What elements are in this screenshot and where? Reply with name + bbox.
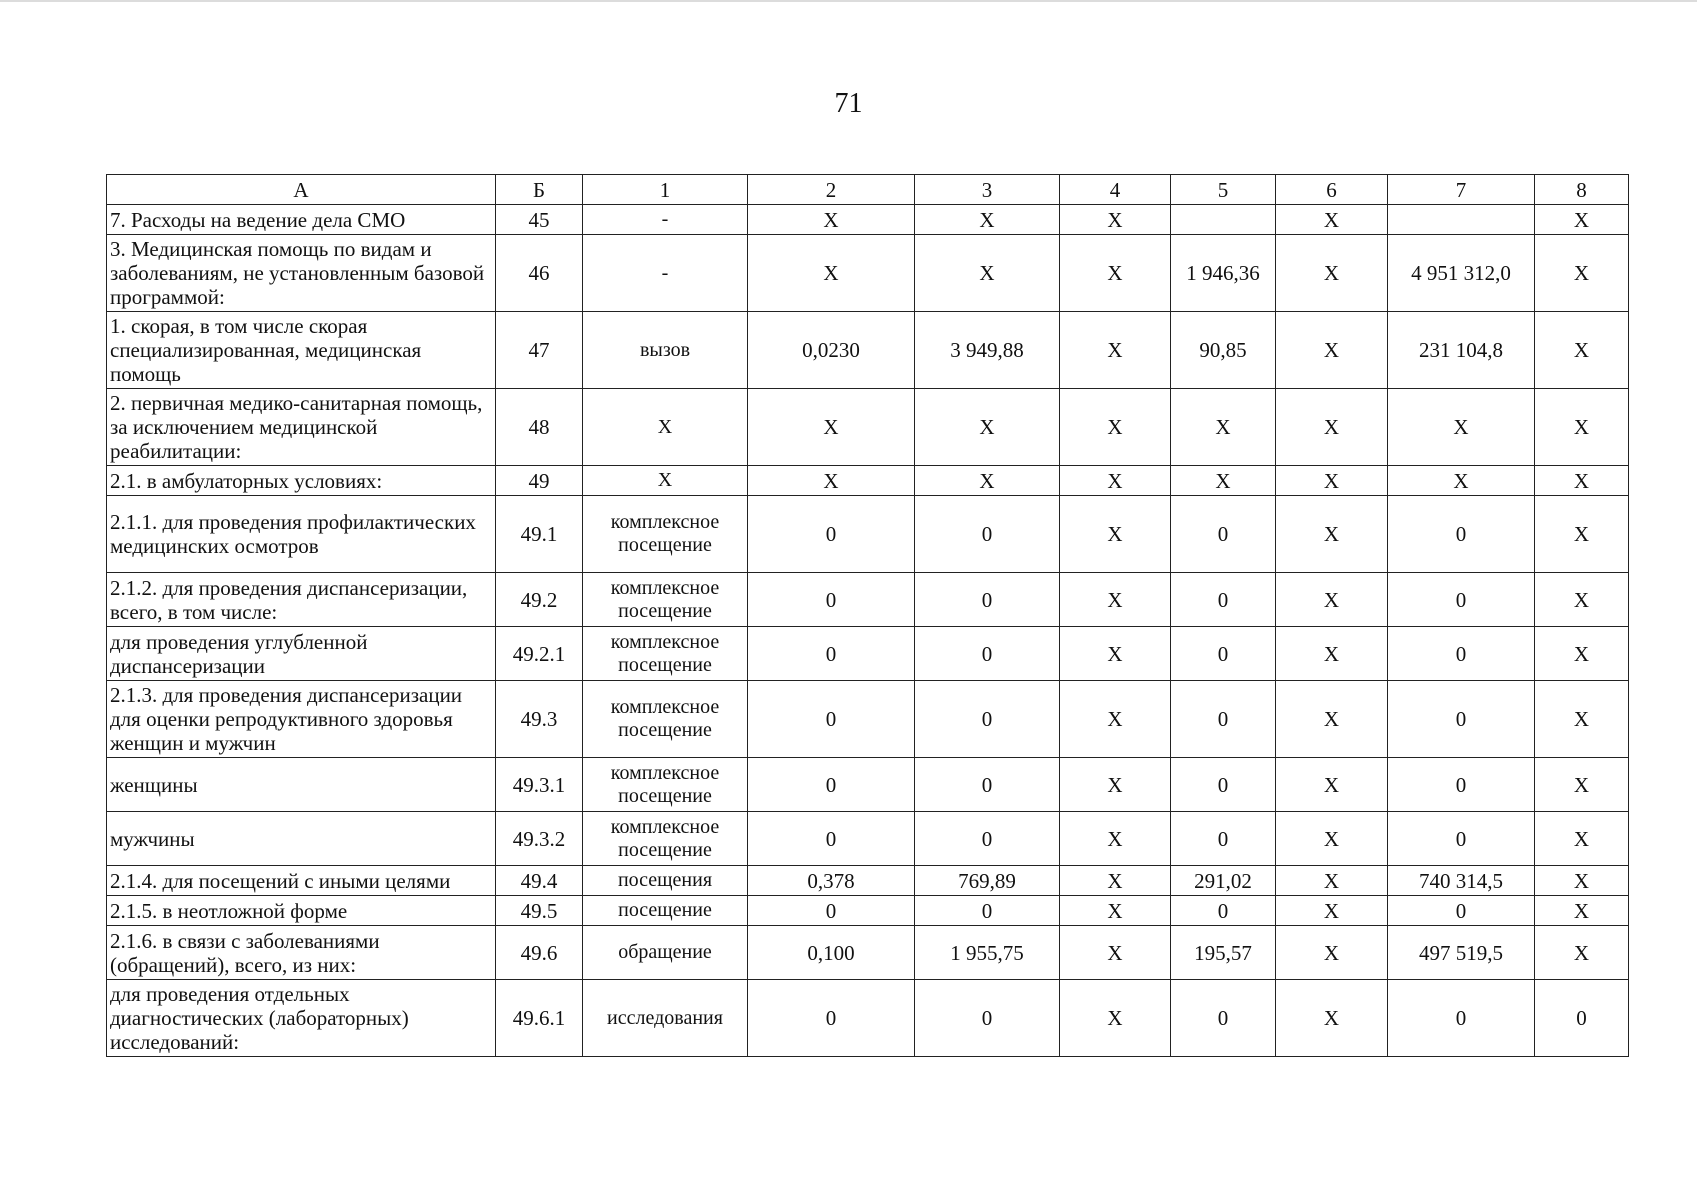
cell-c3: 0: [915, 758, 1060, 812]
table-row: [107, 205, 1629, 235]
cell-name: 2.1.6. в связи с заболеваниями (обращений), всего, из них:: [107, 926, 496, 980]
cell-c3: 0: [915, 573, 1060, 627]
cell-c2: 0: [748, 812, 915, 866]
cell-unit: вызов: [583, 312, 748, 389]
cell-c7: 0: [1388, 573, 1535, 627]
table-row: [107, 496, 1629, 573]
cell-c6: X: [1276, 312, 1388, 389]
cell-c7: X: [1388, 466, 1535, 496]
cell-c7: 740 314,5: [1388, 866, 1535, 896]
cell-unit: посещения: [583, 866, 748, 896]
cell-c8: X: [1535, 866, 1629, 896]
cell-c4: X: [1060, 866, 1171, 896]
cell-c5: 0: [1171, 980, 1276, 1057]
cell-name: 2.1. в амбулаторных условиях:: [107, 466, 496, 496]
table-row: [107, 627, 1629, 681]
header-cell: 4: [1060, 175, 1171, 205]
cell-code: 49.3: [496, 681, 583, 758]
cell-code: 49: [496, 466, 583, 496]
cell-code: 49.3.2: [496, 812, 583, 866]
header-cell: 3: [915, 175, 1060, 205]
cell-c2: 0,0230: [748, 312, 915, 389]
cell-c5: 291,02: [1171, 866, 1276, 896]
scan-edge: [0, 0, 1697, 2]
header-cell: 1: [583, 175, 748, 205]
cell-c6: X: [1276, 926, 1388, 980]
cell-name: 2.1.3. для проведения диспансеризации для оценки репродуктивного здоровья женщин и мужчин: [107, 681, 496, 758]
cell-c2: X: [748, 205, 915, 235]
cell-c5: X: [1171, 466, 1276, 496]
cell-c3: 0: [915, 627, 1060, 681]
cell-code: 45: [496, 205, 583, 235]
cell-c8: 0: [1535, 980, 1629, 1057]
cell-c8: X: [1535, 926, 1629, 980]
cell-code: 49.6: [496, 926, 583, 980]
cell-c5: 195,57: [1171, 926, 1276, 980]
table-row: [107, 980, 1629, 1057]
cell-c7: 231 104,8: [1388, 312, 1535, 389]
cell-c3: 0: [915, 681, 1060, 758]
cell-unit: комплексное посещение: [583, 812, 748, 866]
cell-code: 49.2.1: [496, 627, 583, 681]
header-cell: 2: [748, 175, 915, 205]
cell-c6: X: [1276, 466, 1388, 496]
cell-unit: X: [583, 389, 748, 466]
cell-c5: 1 946,36: [1171, 235, 1276, 312]
cell-c4: X: [1060, 205, 1171, 235]
page-number: 71: [834, 88, 863, 119]
cell-c2: 0: [748, 627, 915, 681]
cell-c5: 0: [1171, 627, 1276, 681]
cell-code: 46: [496, 235, 583, 312]
cell-c7: 0: [1388, 681, 1535, 758]
cell-c3: X: [915, 466, 1060, 496]
cell-c6: X: [1276, 496, 1388, 573]
table-row: [107, 681, 1629, 758]
cell-c6: X: [1276, 812, 1388, 866]
cell-c7: 497 519,5: [1388, 926, 1535, 980]
cell-c8: X: [1535, 627, 1629, 681]
table-row: [107, 573, 1629, 627]
header-cell: 7: [1388, 175, 1535, 205]
cell-unit: -: [583, 235, 748, 312]
cell-name: 1. скорая, в том числе скорая специализированная, медицинская помощь: [107, 312, 496, 389]
cell-c5: 90,85: [1171, 312, 1276, 389]
cell-c8: X: [1535, 466, 1629, 496]
cell-c3: X: [915, 389, 1060, 466]
table-row: [107, 389, 1629, 466]
cell-unit: комплексное посещение: [583, 758, 748, 812]
cell-code: 49.4: [496, 866, 583, 896]
cell-c7: X: [1388, 389, 1535, 466]
cell-c7: [1388, 205, 1535, 235]
data-table: [106, 174, 1629, 1057]
cell-name: 7. Расходы на ведение дела СМО: [107, 205, 496, 235]
cell-c5: 0: [1171, 496, 1276, 573]
cell-name: для проведения углубленной диспансеризации: [107, 627, 496, 681]
table-row: [107, 312, 1629, 389]
cell-code: 49.5: [496, 896, 583, 926]
cell-c6: X: [1276, 896, 1388, 926]
cell-c6: X: [1276, 573, 1388, 627]
cell-c6: X: [1276, 681, 1388, 758]
cell-c6: X: [1276, 866, 1388, 896]
cell-name: женщины: [107, 758, 496, 812]
cell-unit: X: [583, 466, 748, 496]
cell-c3: 0: [915, 896, 1060, 926]
cell-c8: X: [1535, 235, 1629, 312]
cell-name: 2.1.4. для посещений с иными целями: [107, 866, 496, 896]
cell-c2: 0: [748, 980, 915, 1057]
table-row: [107, 896, 1629, 926]
cell-name: 2.1.2. для проведения диспансеризации, всего, в том числе:: [107, 573, 496, 627]
table-row: [107, 466, 1629, 496]
header-cell: 8: [1535, 175, 1629, 205]
cell-c3: 0: [915, 496, 1060, 573]
cell-c7: 0: [1388, 496, 1535, 573]
table-body: [107, 175, 1629, 1057]
cell-c5: 0: [1171, 573, 1276, 627]
cell-c2: 0: [748, 758, 915, 812]
cell-c6: X: [1276, 389, 1388, 466]
header-cell: 5: [1171, 175, 1276, 205]
cell-c3: 1 955,75: [915, 926, 1060, 980]
cell-c3: 769,89: [915, 866, 1060, 896]
cell-c2: X: [748, 389, 915, 466]
cell-c2: 0: [748, 496, 915, 573]
cell-c4: X: [1060, 812, 1171, 866]
cell-c8: X: [1535, 573, 1629, 627]
table-row: [107, 812, 1629, 866]
cell-c4: X: [1060, 758, 1171, 812]
cell-c5: X: [1171, 389, 1276, 466]
cell-c4: X: [1060, 573, 1171, 627]
cell-unit: посещение: [583, 896, 748, 926]
cell-c8: X: [1535, 205, 1629, 235]
cell-c6: X: [1276, 758, 1388, 812]
cell-c8: X: [1535, 812, 1629, 866]
cell-c5: 0: [1171, 681, 1276, 758]
cell-name: мужчины: [107, 812, 496, 866]
table-row: [107, 758, 1629, 812]
cell-unit: исследования: [583, 980, 748, 1057]
cell-code: 47: [496, 312, 583, 389]
cell-c7: 0: [1388, 980, 1535, 1057]
cell-c3: X: [915, 205, 1060, 235]
cell-c4: X: [1060, 896, 1171, 926]
cell-c4: X: [1060, 681, 1171, 758]
cell-c4: X: [1060, 312, 1171, 389]
cell-name: 2.1.1. для проведения профилактических медицинских осмотров: [107, 496, 496, 573]
cell-c6: X: [1276, 980, 1388, 1057]
cell-code: 49.6.1: [496, 980, 583, 1057]
cell-code: 48: [496, 389, 583, 466]
cell-c2: 0,378: [748, 866, 915, 896]
cell-name: 3. Медицинская помощь по видам и заболеваниям, не установленным базовой программой:: [107, 235, 496, 312]
header-cell: А: [107, 175, 496, 205]
cell-name: 2. первичная медико-санитарная помощь, за исключением медицинской реабилитации:: [107, 389, 496, 466]
cell-c7: 0: [1388, 896, 1535, 926]
cell-c5: 0: [1171, 896, 1276, 926]
cell-c3: 0: [915, 812, 1060, 866]
cell-c4: X: [1060, 926, 1171, 980]
cell-c5: [1171, 205, 1276, 235]
cell-unit: комплексное посещение: [583, 627, 748, 681]
cell-c6: X: [1276, 627, 1388, 681]
cell-c5: 0: [1171, 812, 1276, 866]
cell-code: 49.3.1: [496, 758, 583, 812]
header-cell: Б: [496, 175, 583, 205]
cell-c3: X: [915, 235, 1060, 312]
cell-c4: X: [1060, 496, 1171, 573]
cell-c8: X: [1535, 389, 1629, 466]
cell-c6: X: [1276, 205, 1388, 235]
table-row: [107, 866, 1629, 896]
cell-c3: 0: [915, 980, 1060, 1057]
cell-unit: комплексное посещение: [583, 681, 748, 758]
cell-unit: обращение: [583, 926, 748, 980]
cell-c4: X: [1060, 389, 1171, 466]
cell-c8: X: [1535, 312, 1629, 389]
cell-c6: X: [1276, 235, 1388, 312]
cell-c2: 0,100: [748, 926, 915, 980]
cell-c2: 0: [748, 681, 915, 758]
cell-c7: 4 951 312,0: [1388, 235, 1535, 312]
cell-c2: 0: [748, 573, 915, 627]
cell-c4: X: [1060, 235, 1171, 312]
cell-c4: X: [1060, 627, 1171, 681]
cell-unit: комплексное посещение: [583, 496, 748, 573]
table-header-row: [107, 175, 1629, 205]
cell-c7: 0: [1388, 812, 1535, 866]
cell-c8: X: [1535, 896, 1629, 926]
cell-unit: комплексное посещение: [583, 573, 748, 627]
cell-c8: X: [1535, 681, 1629, 758]
cell-c5: 0: [1171, 758, 1276, 812]
cell-c8: X: [1535, 758, 1629, 812]
cell-name: для проведения отдельных диагностических (лабораторных) исследований:: [107, 980, 496, 1057]
header-cell: 6: [1276, 175, 1388, 205]
cell-code: 49.1: [496, 496, 583, 573]
table-row: [107, 926, 1629, 980]
cell-name: 2.1.5. в неотложной форме: [107, 896, 496, 926]
cell-c8: X: [1535, 496, 1629, 573]
cell-c2: X: [748, 466, 915, 496]
cell-unit: -: [583, 205, 748, 235]
cell-c3: 3 949,88: [915, 312, 1060, 389]
table-row: [107, 235, 1629, 312]
cell-c7: 0: [1388, 627, 1535, 681]
cell-c2: X: [748, 235, 915, 312]
cell-c4: X: [1060, 466, 1171, 496]
cell-code: 49.2: [496, 573, 583, 627]
cell-c2: 0: [748, 896, 915, 926]
cell-c7: 0: [1388, 758, 1535, 812]
cell-c4: X: [1060, 980, 1171, 1057]
